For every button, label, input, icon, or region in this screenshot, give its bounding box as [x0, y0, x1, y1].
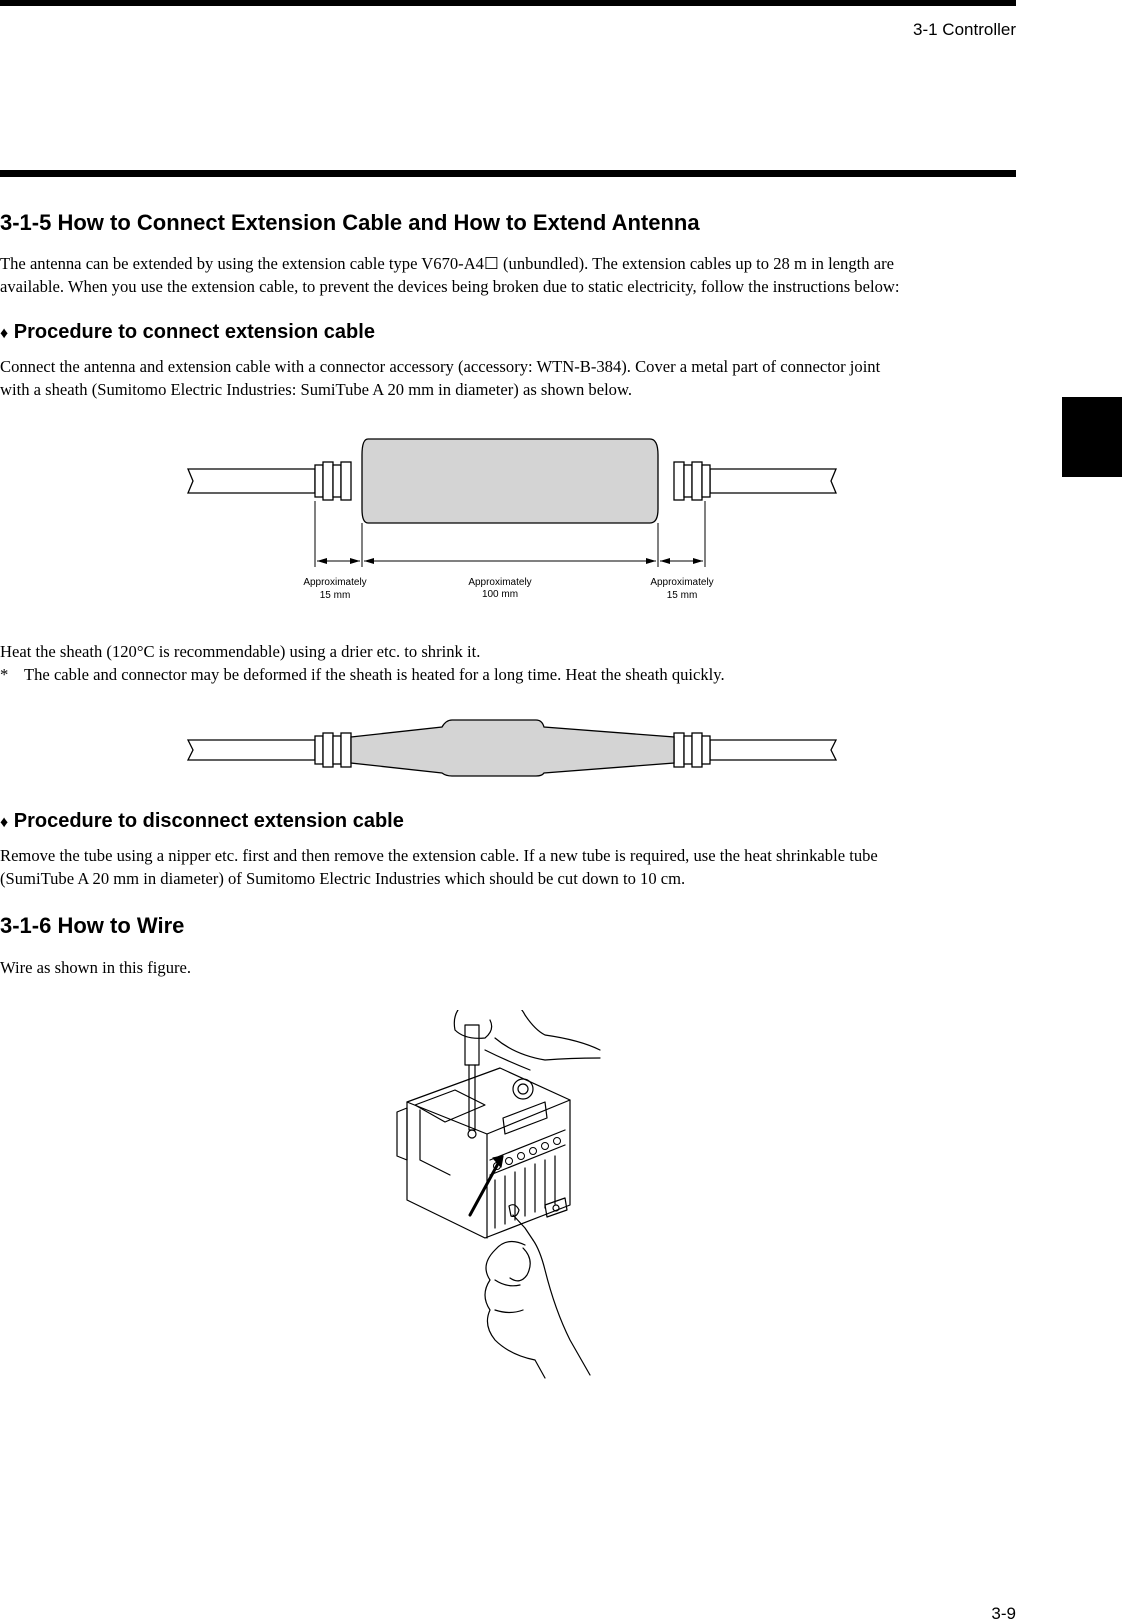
intro-line-1: The antenna can be extended by using the extension cable type V670-A4 — [0, 254, 484, 273]
chapter-tab — [1062, 397, 1122, 477]
right-cable — [710, 469, 836, 493]
intro-line-2: available. When you use the extension cable, to prevent the devices being broken due to static electricity, follow the instructions below: — [0, 277, 900, 296]
disconnect-heading — [0, 810, 404, 833]
section-title-3-1-5: 3-1-5 How to Connect Extension Cable and How to Extend Antenna — [0, 210, 700, 235]
page-number: 3-9 — [991, 1604, 1016, 1623]
connect-title: Procedure to connect extension cable — [13, 321, 375, 343]
disconnect-line-1: Remove the tube using a nipper etc. first and then remove the extension cable. If a new tube is required, use the heat shrinkable tube — [0, 846, 878, 865]
disconnect-line-2: (SumiTube A 20 mm in diameter) of Sumitomo Electric Industries which should be cut down to 10 cm. — [0, 869, 686, 888]
wiring-illustration — [395, 1010, 635, 1380]
heat-instruction: Heat the sheath (120°C is recommendable) using a drier etc. to shrink it. — [0, 642, 481, 661]
dim-left-label-1: Approximately — [303, 577, 367, 588]
note-mark: * — [0, 665, 9, 684]
connect-line-2: with a sheath (Sumitomo Electric Industries: SumiTube A 20 mm in diameter) as shown below. — [0, 380, 633, 399]
note-text: The cable and connector may be deformed if the sheath is heated for a long time. Heat the sheath quickly. — [24, 665, 725, 684]
wire-paragraph: Wire as shown in this figure. — [0, 958, 192, 977]
sheath-tube — [362, 439, 658, 523]
dim-center-label-2: 100 mm — [481, 589, 519, 600]
connect-paragraph — [0, 355, 1018, 401]
connect-line-1: Connect the antenna and extension cable with a connector accessory (accessory: WTN-B-384). Cover a metal part of connector joint — [0, 357, 881, 376]
bullet-icon: ♦ — [0, 814, 9, 831]
section-title-3-1-6: 3-1-6 How to Wire — [0, 913, 185, 938]
dim-right-label-1: Approximately — [650, 577, 714, 588]
placeholder-box: ☐ — [483, 254, 499, 273]
disconnect-title: Procedure to disconnect extension cable — [13, 810, 404, 832]
disconnect-paragraph — [0, 844, 1018, 890]
intro-line-1b: (unbundled). The extension cables up to 28 m in length are — [498, 254, 894, 273]
shrunk-sheath-figure — [180, 715, 850, 777]
dim-center-label-1: Approximately — [468, 577, 532, 588]
shrunk-sheath — [351, 720, 674, 776]
intro-paragraph — [0, 252, 1018, 298]
heat-note — [0, 663, 1018, 686]
running-header: 3-1 Controller — [913, 20, 1016, 39]
connect-heading — [0, 321, 375, 344]
dim-right-label-2: 15 mm — [666, 590, 698, 601]
header-rule — [0, 0, 1016, 6]
left-cable — [188, 469, 315, 493]
left-cable-2 — [188, 740, 315, 760]
dim-left-label-2: 15 mm — [319, 590, 351, 601]
bullet-icon: ♦ — [0, 325, 9, 342]
right-cable-2 — [710, 740, 836, 760]
sheath-figure — [180, 425, 850, 610]
section-rule — [0, 170, 1016, 177]
